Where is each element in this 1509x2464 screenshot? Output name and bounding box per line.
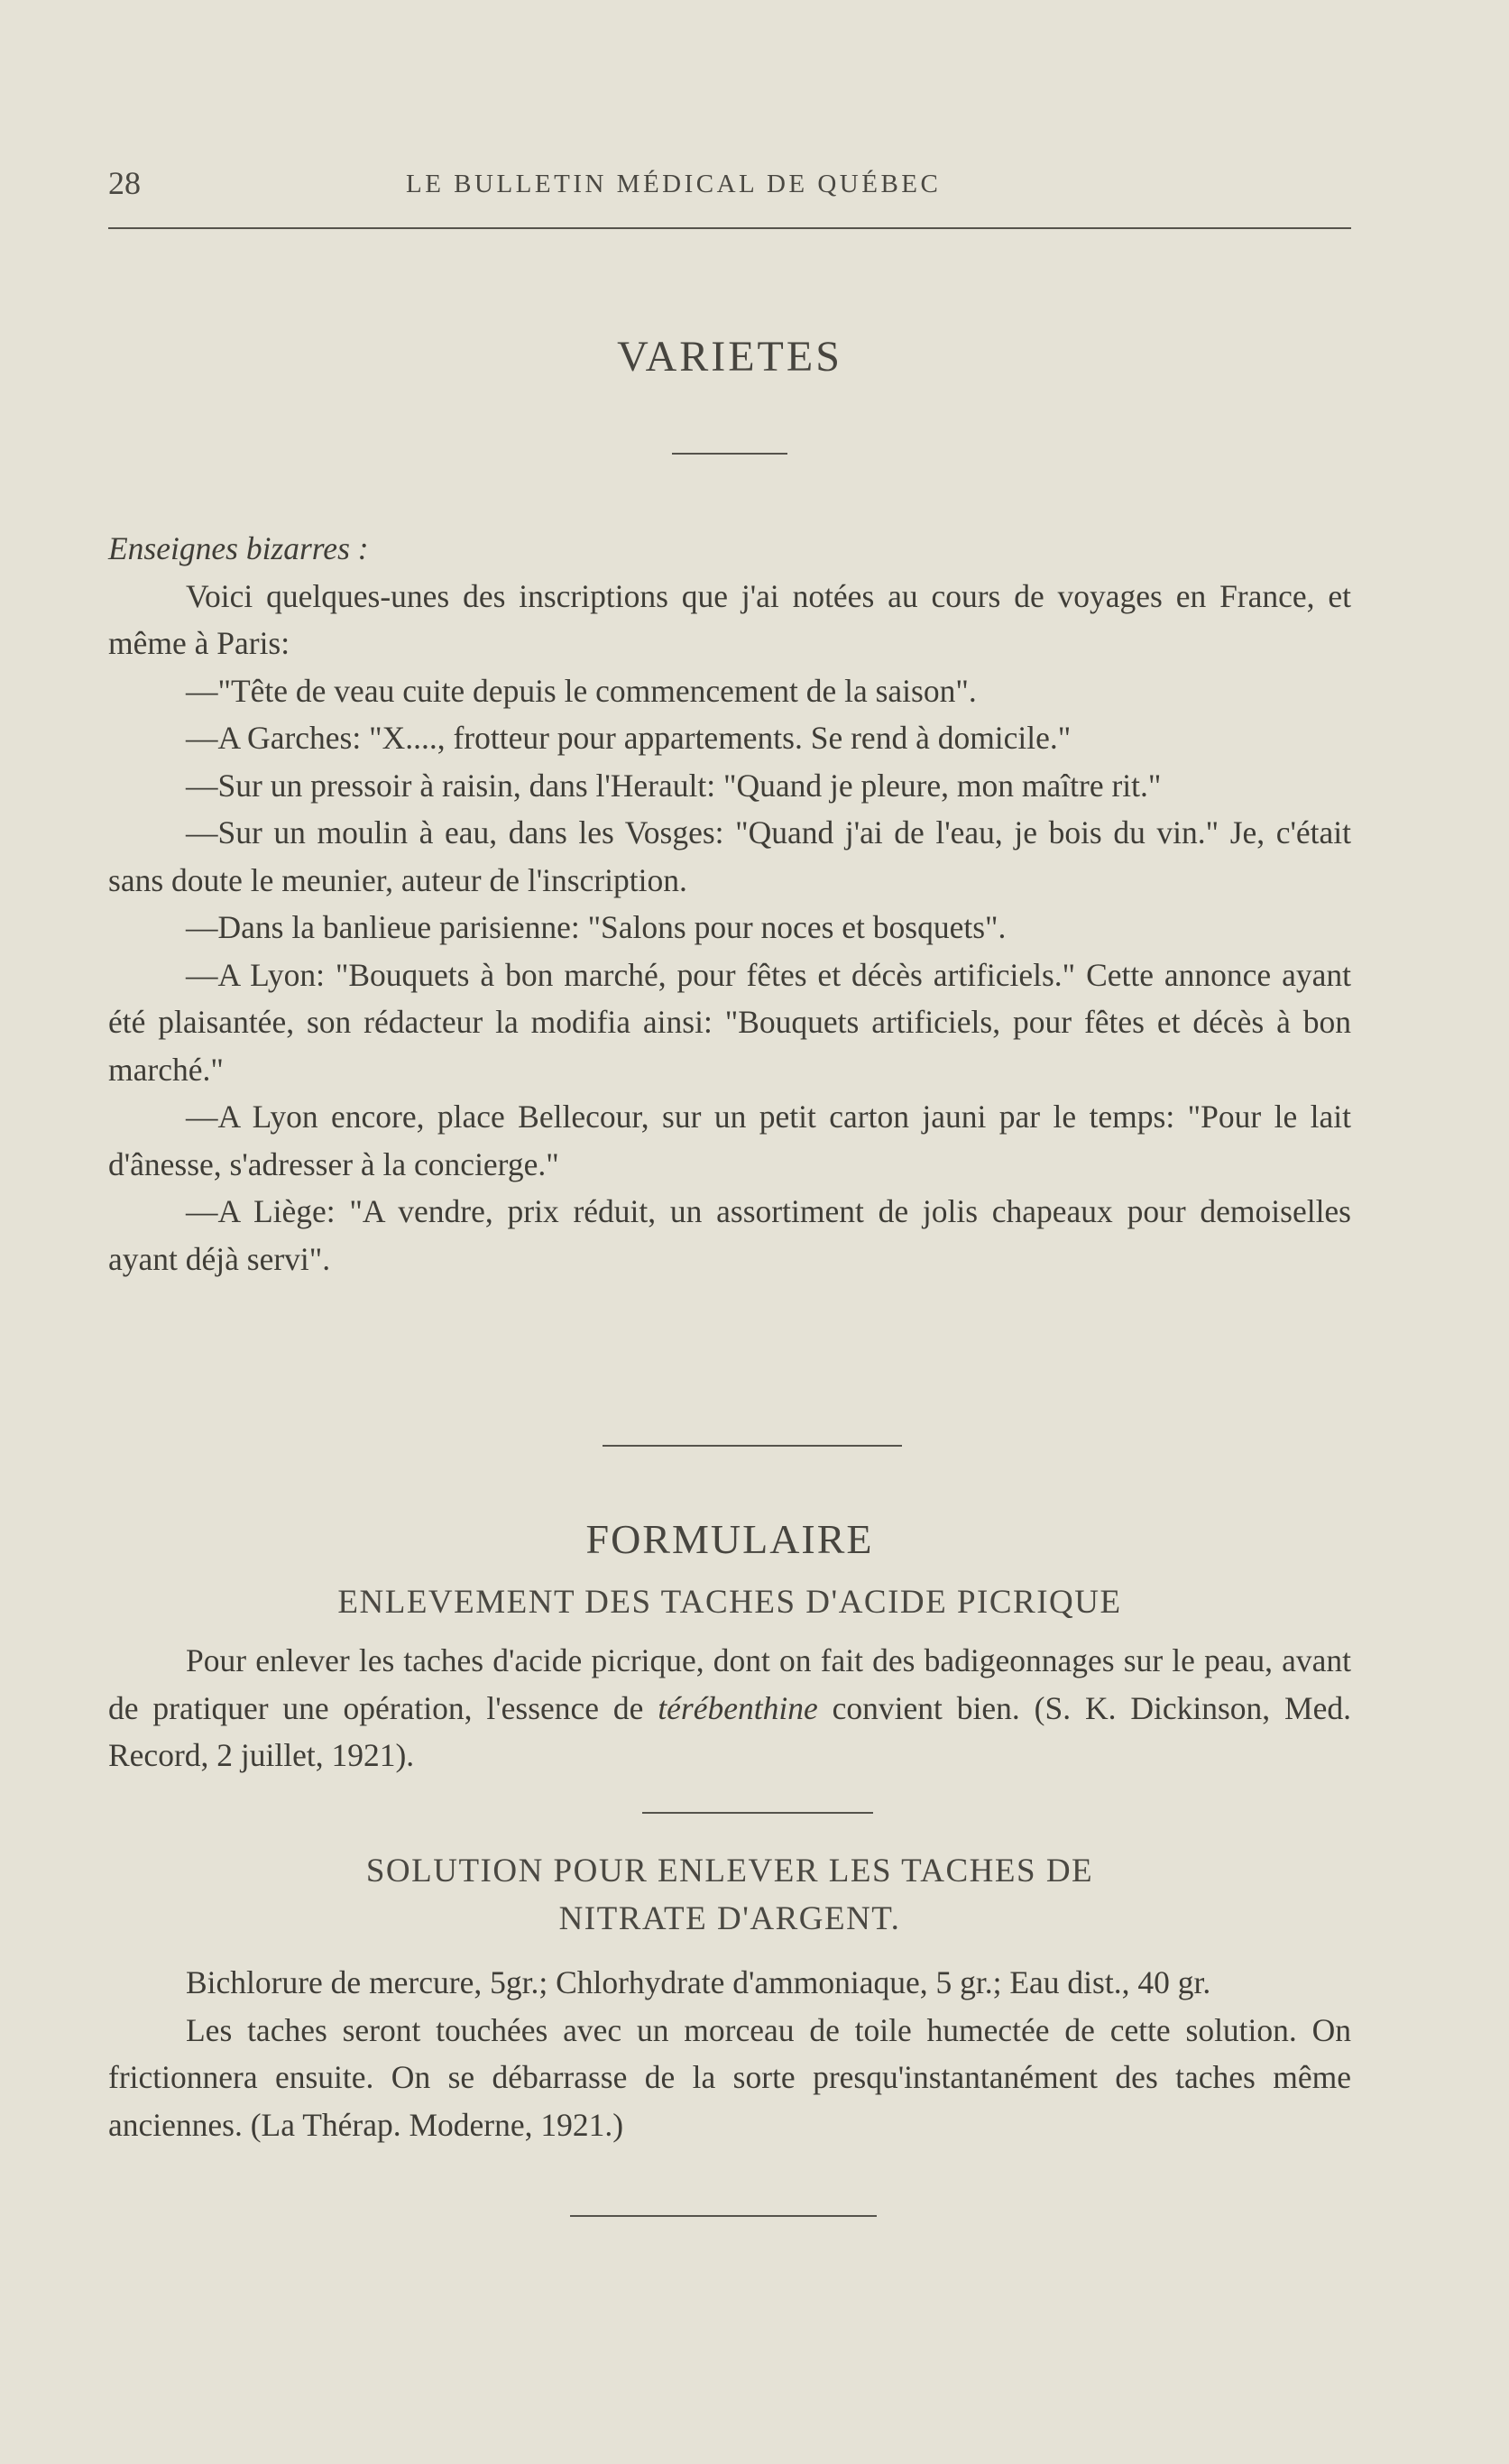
paragraph: —A Liège: "A vendre, prix réduit, un assortiment de jolis chapeaux pour demoiselles ayant déjà servi". <box>108 1193 1351 1277</box>
solution-title-line-1: SOLUTION POUR ENLEVER LES TACHES DE <box>365 1853 1094 1889</box>
end-divider <box>570 2215 877 2217</box>
solution-title-line-2: NITRATE D'ARGENT. <box>558 1900 901 1937</box>
varietes-body <box>108 525 1351 1283</box>
paragraph: —A Lyon encore, place Bellecour, sur un petit carton jauni par le temps: "Pour le lait d'ânesse, s'adresser à la concierge." <box>108 1099 1351 1182</box>
page-header <box>108 164 1351 209</box>
paragraph: —Sur un pressoir à raisin, dans l'Herault: "Quand je pleure, mon maître rit." <box>186 767 1162 804</box>
solution-title <box>108 1847 1351 1943</box>
paragraph-text: convient bien. (S. K. Dickinson, Med. Record, 2 juillet, 1921). <box>108 1689 1351 1773</box>
formulaire-subtitle: ENLEVEMENT DES TACHES D'ACIDE PICRIQUE <box>337 1584 1122 1621</box>
paragraph: Les taches seront touchées avec un morceau de toile humectée de cette solution. On frictionnera ensuite. On se débarrasse de la sorte presqu'instantanément des taches même anciennes. (La Thérap. Moderne, 1921.) <box>108 2011 1351 2143</box>
paragraph: —A Garches: "X...., frotteur pour appartements. Se rend à domicile." <box>186 720 1072 756</box>
paragraph: Voici quelques-unes des inscriptions que j'ai notées au cours de voyages en France, et même à Paris: <box>108 577 1351 661</box>
page-number: 28 <box>108 165 141 201</box>
emphasis-term: térébenthine <box>658 1689 818 1726</box>
section-title-formulaire: FORMULAIRE <box>585 1516 874 1562</box>
solution-body <box>108 1959 1351 2148</box>
subsection-divider <box>642 1812 873 1814</box>
paragraph: Bichlorure de mercure, 5gr.; Chlorhydrate d'ammoniaque, 5 gr.; Eau dist., 40 gr. <box>186 1964 1211 2000</box>
paragraph: —"Tête de veau cuite depuis le commencement de la saison". <box>186 672 977 709</box>
paragraph-picrique <box>108 1637 1351 1779</box>
paragraph-text: Pour enlever les taches d'acide picrique, dont on fait des badigeonnages sur le peau, avant de pratiquer une opération, l'essence de <box>108 1642 1351 1726</box>
subhead-enseignes: Enseignes bizarres : <box>108 530 369 566</box>
title-divider <box>672 453 787 455</box>
section-divider <box>603 1445 902 1447</box>
running-head: LE BULLETIN MÉDICAL DE QUÉBEC <box>406 170 942 198</box>
header-rule <box>108 227 1351 229</box>
section-title-varietes: VARIETES <box>617 333 842 381</box>
paragraph: —A Lyon: "Bouquets à bon marché, pour fêtes et décès artificiels." Cette annonce ayant été plaisantée, son rédacteur la modifia ainsi: "Bouquets artificiels, pour fêtes et décès à bon marché." <box>108 956 1351 1088</box>
paragraph: —Sur un moulin à eau, dans les Vosges: "Quand j'ai de l'eau, je bois du vin." Je, c'était sans doute le meunier, auteur de l'inscription. <box>108 814 1351 898</box>
formulaire-body <box>108 1637 1351 1779</box>
paragraph: —Dans la banlieue parisienne: "Salons pour noces et bosquets". <box>186 909 1007 945</box>
